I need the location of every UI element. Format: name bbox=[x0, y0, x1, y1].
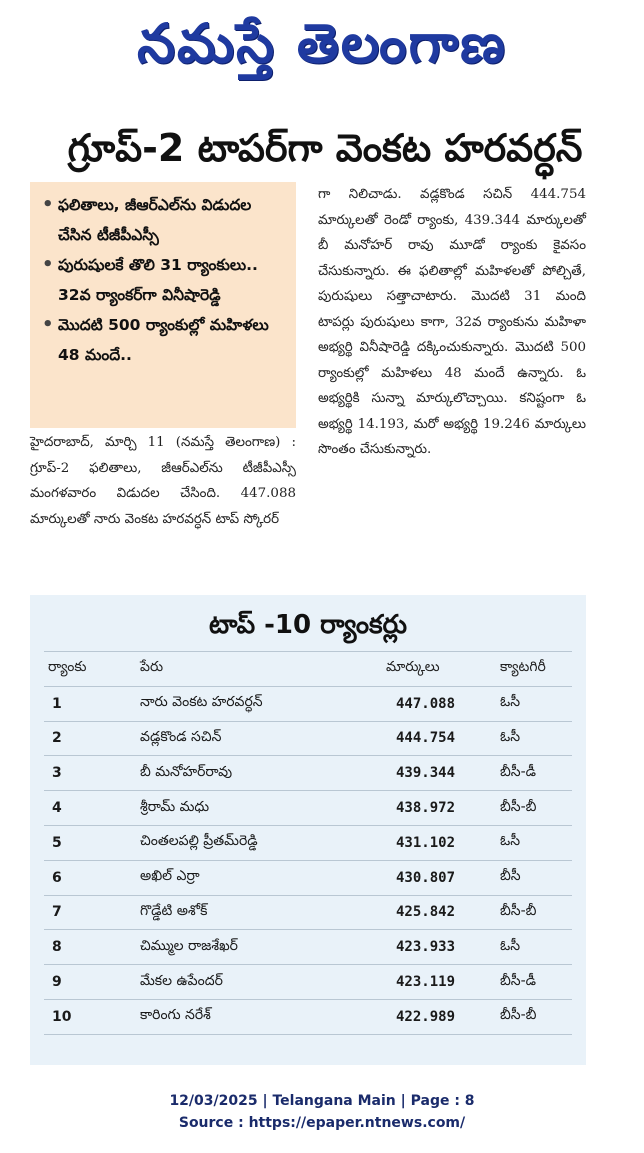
article-headline: గ్రూప్‌-2 టాపర్‌గా వెంకట హరవర్ధన్‌ bbox=[67, 126, 583, 170]
cell-name: వడ్లకొండ సచిన్‌ bbox=[136, 721, 366, 756]
cell-rank: 10 bbox=[44, 999, 136, 1034]
highlights-box bbox=[30, 182, 296, 428]
cell-category: బీసీ-బీ bbox=[486, 895, 572, 930]
highlight-item: • పురుషులకే తొలి 31 ర్యాంకులు.. 32వ ర్యాంకర్‌గా వినీషారెడ్డి bbox=[40, 250, 286, 310]
table-row bbox=[44, 965, 572, 1000]
article-body-right-column bbox=[318, 182, 586, 463]
article-paragraph: గా నిలిచాడు. వడ్లకొండ సచిన్‌ 444.754 మార్కులతో రెండో ర్యాంకు, 439.344 మార్కులతో బీ మనోహర్‌ రావు మూడో ర్యాంకు కైవసం చేసుకున్నారు. ఈ ఫలితాల్లో మహిళలతో పోల్చితే, పురుషులు సత్తాచాటారు. మొదటి 31 మంది టాపర్లు పురుషులు కాగా, 32వ ర్యాంకును మహిళా అభ్యర్థి వినీషారెడ్డి దక్కించుకున్నారు. మొదటి 500 ర్యాంకుల్లో మహిళలు 48 మందే ఉన్నారు. ఓ అభ్యర్థికి సున్నా మార్కులొచ్చాయి. కనిష్టంగా ఓ అభ్యర్థి 14.193, మరో అభ్యర్థి 19.246 మార్కులు సొంతం చేసుకున్నారు. bbox=[318, 187, 586, 457]
cell-marks: 423.933 bbox=[366, 930, 486, 965]
cell-category: ఓసీ bbox=[486, 825, 572, 860]
highlight-item: • మొదటి 500 ర్యాంకుల్లో మహిళలు 48 మందే.. bbox=[40, 310, 286, 370]
highlight-item: • ఫలితాలు, జీఆర్‌ఎల్‌ను విడుదల చేసిన టీజీపీఎస్సీ bbox=[40, 190, 286, 250]
table-row bbox=[44, 930, 572, 965]
cell-rank: 5 bbox=[44, 825, 136, 860]
cell-name: చింతలపల్లి ప్రీతమ్‌రెడ్డి bbox=[136, 825, 366, 860]
table-title: టాప్‌ -10 ర్యాంకర్లు bbox=[208, 610, 408, 640]
cell-rank: 9 bbox=[44, 965, 136, 1000]
newspaper-masthead: నమస్తే తెలంగాణ bbox=[137, 11, 507, 75]
cell-rank: 7 bbox=[44, 895, 136, 930]
cell-marks: 425.842 bbox=[366, 895, 486, 930]
source-footer bbox=[0, 1090, 644, 1134]
cell-marks: 438.972 bbox=[366, 791, 486, 826]
header-marks: మార్కులు bbox=[366, 652, 486, 687]
top-ten-rankers-table-box bbox=[30, 595, 586, 1065]
cell-marks: 422.989 bbox=[366, 999, 486, 1034]
header-rank: ర్యాంకు bbox=[44, 652, 136, 687]
article-paragraph: హైదరాబాద్‌, మార్చి 11 (నమస్తే తెలంగాణ) : గ్రూప్‌-2 ఫలితాలు, జీఆర్‌ఎల్‌ను టీజీపీఎస్సీ మంగళవారం విడుదల చేసింది. 447.088 మార్కులతో నారు వెంకట హరవర్ధన్‌ టాప్‌ స్కోరర్‌ bbox=[30, 435, 296, 527]
table-header-row bbox=[44, 652, 572, 687]
header-category: క్యాటగిరీ bbox=[486, 652, 572, 687]
cell-name: కారింగు నరేశ్‌ bbox=[136, 999, 366, 1034]
cell-marks: 444.754 bbox=[366, 721, 486, 756]
footer-date-edition-page: 12/03/2025 | Telangana Main | Page : 8 bbox=[169, 1093, 475, 1109]
cell-rank: 1 bbox=[44, 686, 136, 721]
cell-category: ఓసీ bbox=[486, 930, 572, 965]
table-row bbox=[44, 895, 572, 930]
table-row bbox=[44, 721, 572, 756]
cell-category: ఓసీ bbox=[486, 686, 572, 721]
table-row bbox=[44, 999, 572, 1034]
cell-rank: 2 bbox=[44, 721, 136, 756]
cell-category: ఓసీ bbox=[486, 721, 572, 756]
cell-marks: 430.807 bbox=[366, 860, 486, 895]
cell-rank: 8 bbox=[44, 930, 136, 965]
cell-name: శ్రీరామ్‌ మధు bbox=[136, 791, 366, 826]
cell-name: గొడ్డేటి అశోక్‌ bbox=[136, 895, 366, 930]
cell-rank: 6 bbox=[44, 860, 136, 895]
table-row bbox=[44, 825, 572, 860]
cell-name: నారు వెంకట హరవర్ధన్‌ bbox=[136, 686, 366, 721]
cell-name: బీ మనోహర్‌రావు bbox=[136, 756, 366, 791]
cell-name: చిమ్ముల రాజశేఖర్‌ bbox=[136, 930, 366, 965]
table-row bbox=[44, 860, 572, 895]
cell-category: బీసీ-బీ bbox=[486, 999, 572, 1034]
rankers-table bbox=[44, 651, 572, 1035]
cell-category: బీసీ-డీ bbox=[486, 756, 572, 791]
article-body-left-column bbox=[30, 430, 296, 532]
table-row bbox=[44, 756, 572, 791]
cell-marks: 431.102 bbox=[366, 825, 486, 860]
cell-category: బీసీ bbox=[486, 860, 572, 895]
cell-name: అఖిల్‌ ఎర్రా bbox=[136, 860, 366, 895]
table-row bbox=[44, 686, 572, 721]
cell-category: బీసీ-డీ bbox=[486, 965, 572, 1000]
cell-marks: 423.119 bbox=[366, 965, 486, 1000]
footer-source-link[interactable]: Source : https://epaper.ntnews.com/ bbox=[178, 1115, 466, 1131]
cell-name: మేకల ఉపేందర్‌ bbox=[136, 965, 366, 1000]
cell-rank: 3 bbox=[44, 756, 136, 791]
cell-marks: 439.344 bbox=[366, 756, 486, 791]
header-name: పేరు bbox=[136, 652, 366, 687]
cell-category: బీసీ-బీ bbox=[486, 791, 572, 826]
table-row bbox=[44, 791, 572, 826]
cell-marks: 447.088 bbox=[366, 686, 486, 721]
cell-rank: 4 bbox=[44, 791, 136, 826]
